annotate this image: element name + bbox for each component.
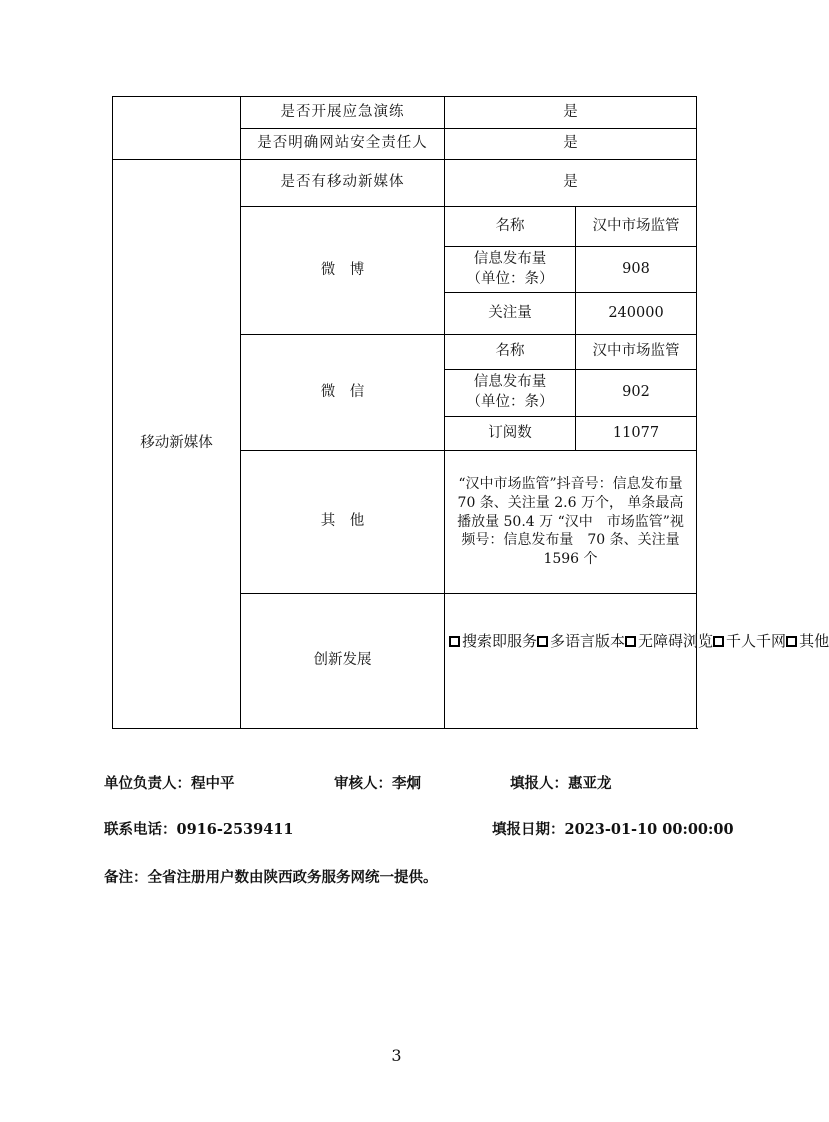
weibo-followers-value: 240000 xyxy=(576,293,697,335)
checkbox-other[interactable] xyxy=(786,632,829,650)
table-row xyxy=(113,160,697,207)
option-label: 多语言版本 xyxy=(550,632,626,650)
drill-label: 是否开展应急演练 xyxy=(241,97,445,129)
remarks-note: 备注：全省注册用户数由陕西政务服务网统一提供。 xyxy=(104,869,438,886)
weibo-posts-label-line2: （单位：条） xyxy=(466,270,554,287)
other-value: “汉中市场监管”抖音号：信息发布量 70 条、关注量 2.6 万个， 单条最高播放量 50.4 万 “汉中 市场监管”视频号：信息发布量 70 条、关注量 1596 个 xyxy=(445,451,697,594)
wechat-name-value: 汉中市场监管 xyxy=(576,335,697,370)
weibo-followers-label: 关注量 xyxy=(445,293,576,335)
checkbox-multilingual[interactable] xyxy=(537,632,625,650)
wechat-posts-value: 902 xyxy=(576,370,697,417)
checkbox-accessibility[interactable] xyxy=(625,632,713,650)
weibo-posts-label-line1: 信息发布量 xyxy=(473,250,547,267)
checkbox-icon xyxy=(449,636,460,647)
reviewer: 审核人：李炯 xyxy=(334,775,421,792)
has-media-value: 是 xyxy=(445,160,697,207)
innovation-checkbox-group xyxy=(449,631,829,651)
weibo-posts-value: 908 xyxy=(576,247,697,293)
other-label: 其 他 xyxy=(241,451,445,594)
contact-phone: 联系电话：0916-2539411 xyxy=(104,821,294,838)
responsible-value: 是 xyxy=(445,129,697,160)
weibo-name-value: 汉中市场监管 xyxy=(576,207,697,247)
weibo-posts-label xyxy=(445,247,576,293)
innovation-label: 创新发展 xyxy=(241,594,445,729)
drill-value: 是 xyxy=(445,97,697,129)
report-date: 填报日期：2023-01-10 00:00:00 xyxy=(492,821,734,838)
checkbox-icon xyxy=(625,636,636,647)
checkbox-icon xyxy=(786,636,797,647)
has-media-label: 是否有移动新媒体 xyxy=(241,160,445,207)
option-label: 其他 xyxy=(799,632,829,650)
option-label: 无障碍浏览 xyxy=(638,632,714,650)
option-label: 搜索即服务 xyxy=(462,632,538,650)
checkbox-icon xyxy=(713,636,724,647)
weibo-name-label: 名称 xyxy=(445,207,576,247)
wechat-subs-label: 订阅数 xyxy=(445,417,576,451)
page-number: 3 xyxy=(391,1046,402,1065)
form-filler: 填报人：惠亚龙 xyxy=(510,775,612,792)
wechat-posts-label-line1: 信息发布量 xyxy=(473,374,547,391)
media-section-label: 移动新媒体 xyxy=(113,160,241,729)
unit-responsible: 单位负责人：程中平 xyxy=(104,775,235,792)
wechat-name-label: 名称 xyxy=(445,335,576,370)
option-label: 千人千网 xyxy=(726,632,787,650)
wechat-posts-label-line2: （单位：条） xyxy=(466,394,554,410)
table-row xyxy=(113,97,697,129)
media-report-table xyxy=(112,96,829,729)
wechat-subs-value: 11077 xyxy=(576,417,697,451)
innovation-options xyxy=(445,594,829,729)
empty-section-cell xyxy=(113,97,241,160)
responsible-label: 是否明确网站安全责任人 xyxy=(241,129,445,160)
wechat-label: 微 信 xyxy=(241,335,445,451)
weibo-label: 微 博 xyxy=(241,207,445,335)
wechat-posts-label xyxy=(445,370,576,417)
checkbox-search-as-service[interactable] xyxy=(449,632,537,650)
checkbox-personalized[interactable] xyxy=(713,632,786,650)
checkbox-icon xyxy=(537,636,548,647)
